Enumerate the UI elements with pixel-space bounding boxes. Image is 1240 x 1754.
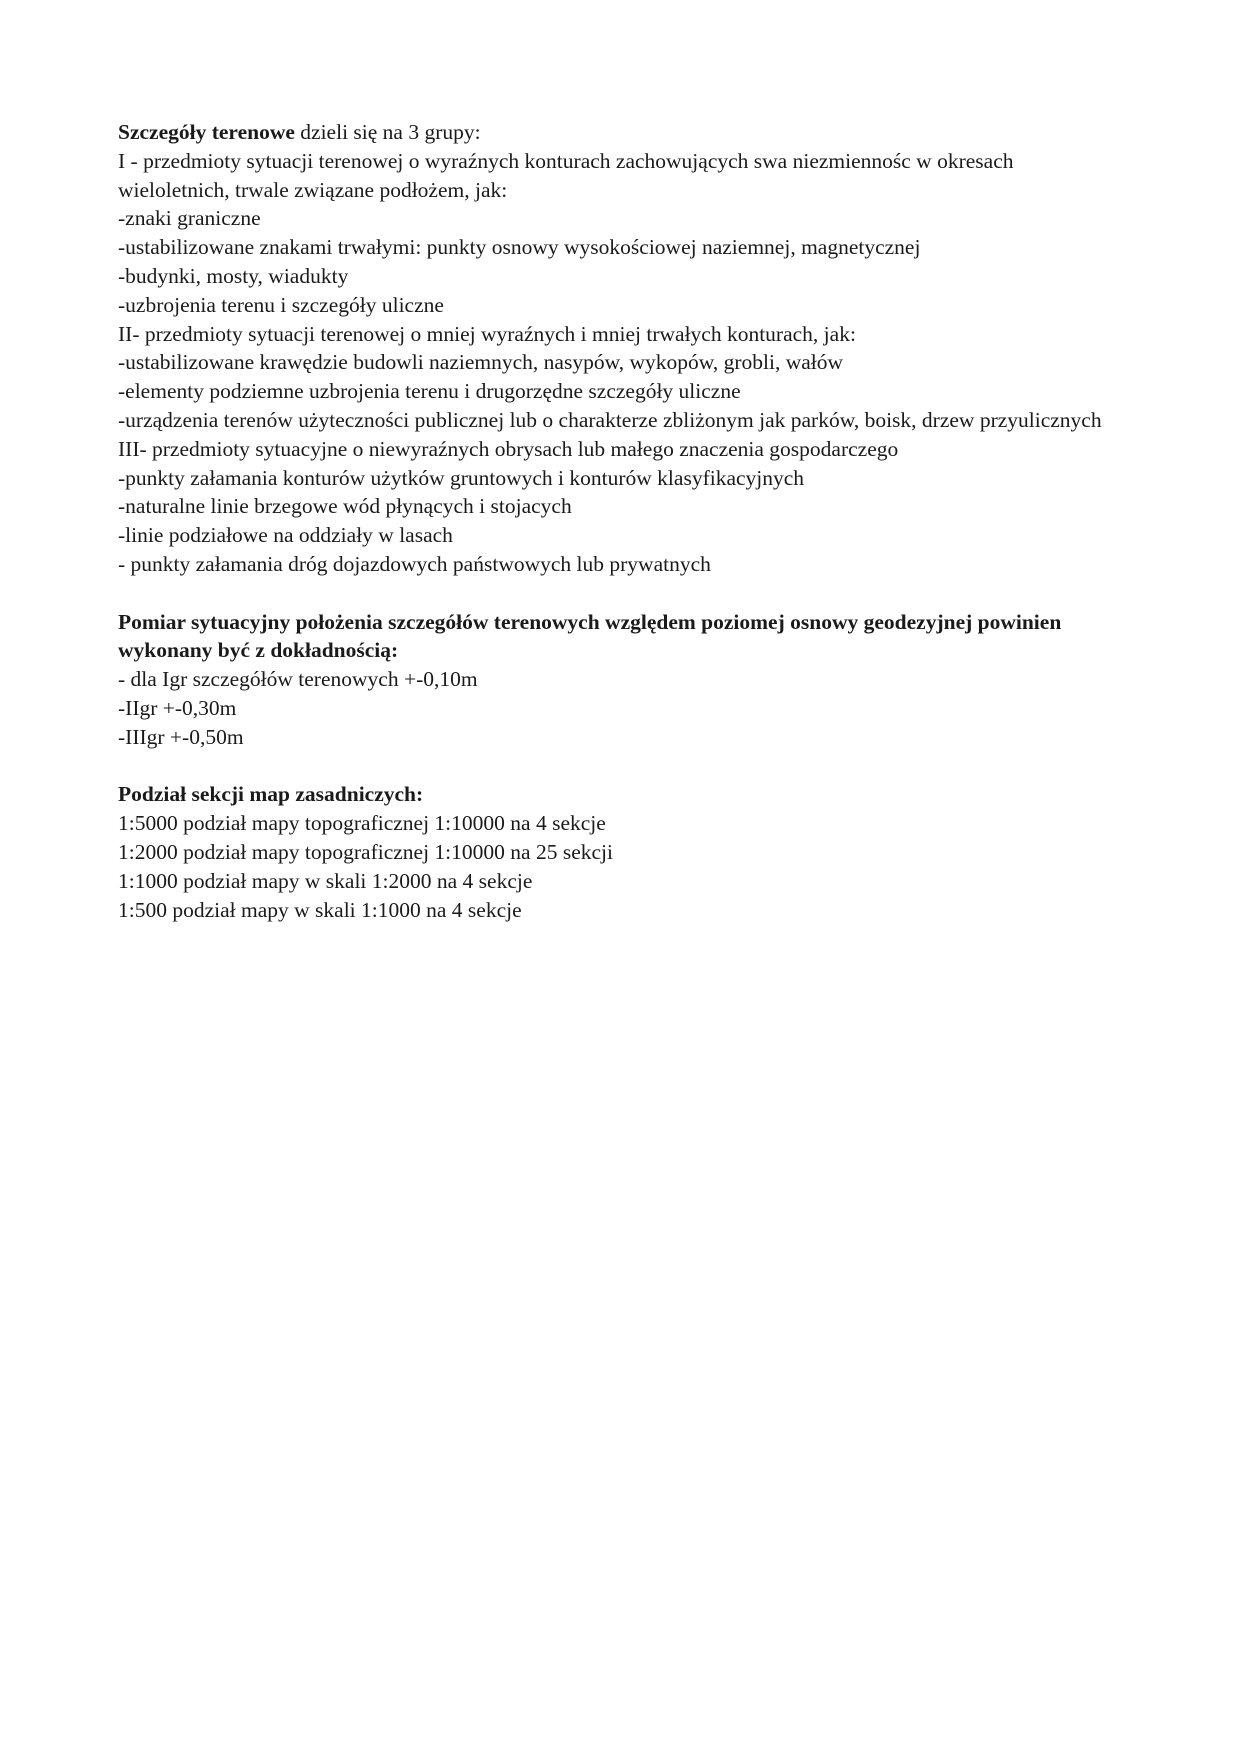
- section2-line: -IIIgr +-0,50m: [118, 724, 244, 749]
- paragraph-gap: [118, 579, 1128, 608]
- section3-line: 1:500 podział mapy w skali 1:1000 na 4 sekcje: [118, 897, 522, 922]
- section1-title-bold: Szczegóły terenowe: [118, 120, 295, 144]
- section1-line: -uzbrojenia terenu i szczegóły uliczne: [118, 292, 444, 317]
- section3-line: 1:1000 podział mapy w skali 1:2000 na 4 sekcje: [118, 868, 533, 893]
- section1-line: -punkty załamania konturów użytków gruntowych i konturów klasyfikacyjnych: [118, 465, 805, 490]
- section1-line: -budynki, mosty, wiadukty: [118, 263, 349, 288]
- section3-line: 1:2000 podział mapy topograficznej 1:10000 na 25 sekcji: [118, 839, 613, 864]
- section1-line: - punkty załamania dróg dojazdowych państwowych lub prywatnych: [118, 551, 711, 576]
- section1-line: -ustabilizowane krawędzie budowli naziemnych, nasypów, wykopów, grobli, wałów: [118, 350, 844, 375]
- section1-line: -znaki graniczne: [118, 206, 261, 231]
- section1-line: -elementy podziemne uzbrojenia terenu i drugorzędne szczegóły uliczne: [118, 379, 741, 404]
- section1-line: -linie podziałowe na oddziały w lasach: [118, 523, 453, 548]
- section1-line: -naturalne linie brzegowe wód płynących i stojacych: [118, 494, 572, 519]
- section2-line: - dla Igr szczegółów terenowych +-0,10m: [118, 667, 478, 692]
- section1-heading: [118, 118, 1128, 147]
- section3-heading: Podział sekcji map zasadniczych:: [118, 782, 424, 807]
- section1-title-rest: dzieli się na 3 grupy:: [294, 120, 481, 144]
- section1-line: I - przedmioty sytuacji terenowej o wyraźnych konturach zachowujących swa niezmiennośc w okresach wieloletnich, trwale związane podłożem, jak:: [118, 148, 1014, 202]
- paragraph-gap: [118, 752, 1128, 781]
- document-body: [118, 118, 1128, 924]
- section1-line: -ustabilizowane znakami trwałymi: punkty osnowy wysokościowej naziemnej, magnetycznej: [118, 235, 921, 260]
- section1-line: II- przedmioty sytuacji terenowej o mniej wyraźnych i mniej trwałych konturach, jak:: [118, 321, 856, 346]
- section2-line: -IIgr +-0,30m: [118, 695, 237, 720]
- section1-line: -urządzenia terenów użyteczności publicznej lub o charakterze zbliżonym jak parków, boisk, drzew przyulicznych: [118, 407, 1102, 432]
- section2-heading: Pomiar sytuacyjny położenia szczegółów terenowych względem poziomej osnowy geodezyjnej powinien wykonany być z dokładnością:: [118, 609, 1062, 663]
- section3-line: 1:5000 podział mapy topograficznej 1:10000 na 4 sekcje: [118, 811, 606, 836]
- section1-line: III- przedmioty sytuacyjne o niewyraźnych obrysach lub małego znaczenia gospodarczego: [118, 436, 899, 461]
